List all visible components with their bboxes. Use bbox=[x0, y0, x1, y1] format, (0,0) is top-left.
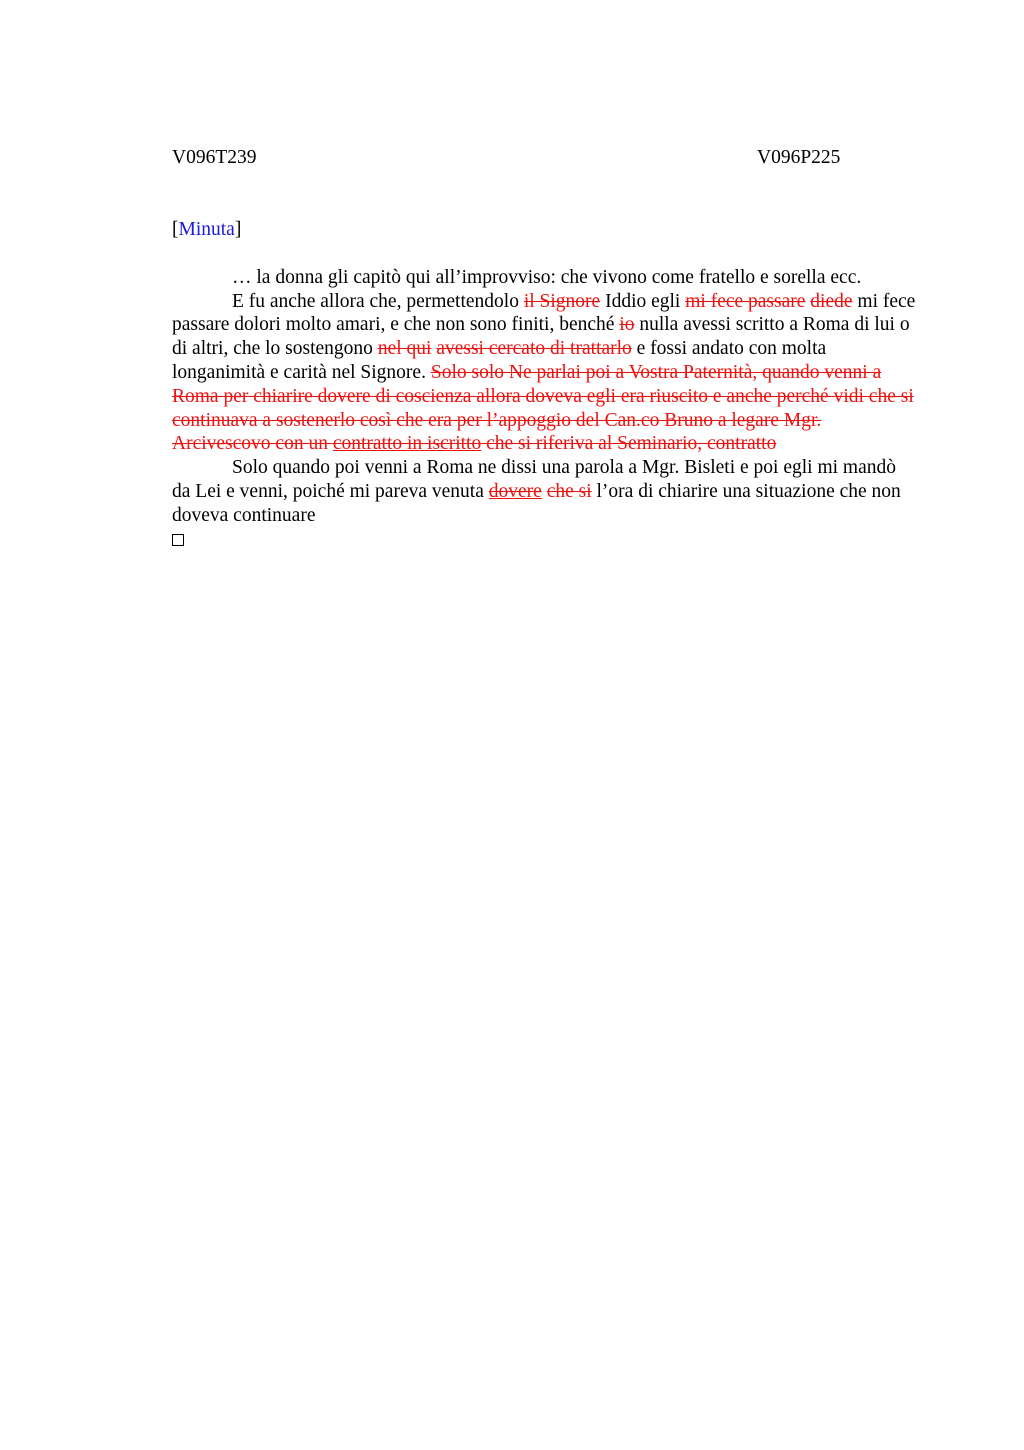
deleted-text: io bbox=[619, 314, 635, 336]
text-run: nulla avessi scritto a Roma di lui o di altri, che lo sostengono bbox=[172, 314, 910, 360]
text-run: l’ora di chiarire una situazione che non doveva continuare bbox=[172, 480, 901, 526]
document-page bbox=[172, 146, 917, 552]
deleted-text: mi fece passare bbox=[685, 290, 806, 312]
minuta-label: Minuta bbox=[178, 219, 235, 240]
empty-checkbox-icon bbox=[172, 534, 184, 546]
text-run: Iddio egli bbox=[600, 290, 686, 312]
text-run: Solo quando poi venni a Roma ne dissi una parola a Mgr. Bisleti e poi egli mi mandò da Lei e venni, poiché mi pareva venuta bbox=[172, 457, 896, 502]
text-run: e fossi andato con molta longanimità e carità nel Signore. bbox=[172, 338, 827, 383]
deleted-text: diede bbox=[810, 290, 853, 312]
deleted-underlined-text: contratto in iscritto bbox=[332, 433, 482, 455]
end-marker bbox=[172, 528, 917, 553]
deleted-text: il Signore bbox=[523, 290, 601, 312]
letter-body bbox=[172, 266, 917, 553]
document-header bbox=[172, 146, 917, 170]
deleted-text: avessi cercato di trattarlo bbox=[436, 338, 632, 360]
paragraph-1-text: … la donna gli capitò qui all’improvviso: che vivono come fratello e sorella ecc. bbox=[232, 266, 862, 288]
text-run: E fu anche allora che, permettendolo bbox=[232, 290, 524, 312]
text-run: mi fece passare dolori molto amari, e che non sono finiti, benché bbox=[172, 290, 916, 336]
bracket-open: [ bbox=[172, 219, 179, 240]
paragraph-2 bbox=[172, 290, 917, 457]
deleted-text: nel qui bbox=[377, 338, 432, 360]
bracket-close: ] bbox=[234, 219, 242, 240]
deleted-underlined-text: dovere bbox=[488, 480, 542, 502]
deleted-passage: Solo solo Ne parlai poi a Vostra Paternità, quando venni a Roma per chiarire dovere di coscienza allora doveva egli era riuscito e anche perché vidi che si continuava a sostenerlo così che era per l’appoggio del Can.co Bruno a legare Mgr. Arcivescovo con un bbox=[172, 361, 914, 455]
deleted-text: che si bbox=[546, 480, 592, 502]
paragraph-1 bbox=[172, 266, 917, 290]
document-code-left: V096T239 bbox=[172, 147, 257, 168]
deleted-text: che si riferiva al Seminario, contratto bbox=[481, 433, 777, 455]
document-code-right: V096P225 bbox=[757, 147, 841, 168]
minuta-note bbox=[172, 218, 917, 242]
paragraph-3 bbox=[172, 456, 917, 527]
